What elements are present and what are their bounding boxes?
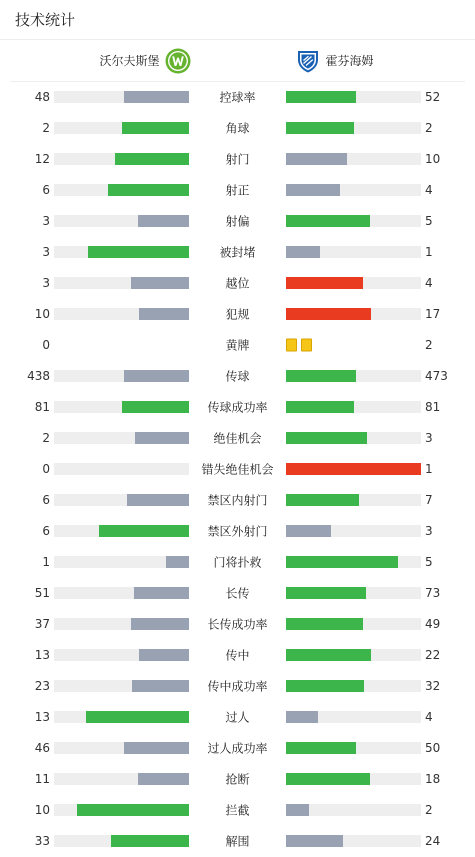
home-bar-track (54, 122, 189, 134)
home-value: 6 (42, 524, 50, 538)
away-bar-fill (286, 587, 366, 599)
home-bar-fill (108, 184, 189, 196)
home-value: 1 (42, 555, 50, 569)
stat-label: 传球 (225, 369, 250, 384)
away-bar-track (286, 525, 421, 537)
away-bar-fill (286, 215, 370, 227)
away-bar-track (286, 308, 421, 320)
stat-row (0, 609, 475, 640)
home-value: 51 (34, 586, 50, 600)
away-bar-fill (286, 432, 367, 444)
away-bar-fill (286, 122, 354, 134)
home-bar-track (54, 711, 189, 723)
stat-label: 射偏 (225, 214, 250, 229)
stat-row (0, 454, 475, 485)
away-bar-fill (286, 370, 356, 382)
away-bar-track (286, 215, 421, 227)
home-bar-fill (134, 587, 189, 599)
home-bar-track (54, 277, 189, 289)
home-bar-track (54, 494, 189, 506)
away-bar-fill (286, 773, 370, 785)
home-value: 0 (42, 462, 50, 476)
away-value: 22 (425, 648, 441, 662)
home-bar-fill (99, 525, 189, 537)
away-bar-track (286, 835, 421, 847)
away-bar-fill (286, 711, 318, 723)
away-team-name: 霍芬海姆 (325, 54, 374, 68)
stat-row (0, 268, 475, 299)
yellow-card-icon (301, 339, 312, 352)
home-bar-fill (124, 370, 189, 382)
home-bar-fill (124, 742, 189, 754)
stat-row (0, 671, 475, 702)
stat-label: 传中 (225, 648, 250, 663)
stat-label: 长传成功率 (207, 617, 268, 632)
away-bar-fill (286, 184, 340, 196)
away-bar-track (286, 587, 421, 599)
stat-label: 角球 (225, 121, 250, 136)
home-value: 438 (27, 369, 50, 383)
home-bar-track (54, 556, 189, 568)
stat-row (0, 640, 475, 671)
home-value: 3 (42, 276, 50, 290)
away-bar-fill (286, 618, 363, 630)
home-value: 46 (34, 741, 50, 755)
home-value: 6 (42, 183, 50, 197)
home-bar-fill (122, 122, 190, 134)
stat-label: 错失绝佳机会 (201, 462, 274, 477)
away-bar-track (286, 680, 421, 692)
away-value: 5 (425, 555, 433, 569)
home-bar-track (54, 91, 189, 103)
away-bar-track (286, 401, 421, 413)
away-value: 3 (425, 524, 433, 538)
away-value: 4 (425, 710, 433, 724)
away-bar-fill (286, 308, 371, 320)
home-bar-track (54, 773, 189, 785)
home-bar-fill (132, 680, 189, 692)
away-value: 1 (425, 245, 433, 259)
stat-label: 犯规 (225, 307, 250, 322)
home-bar-fill (131, 618, 189, 630)
home-bar-fill (138, 215, 189, 227)
home-value: 0 (42, 338, 50, 352)
home-bar-track (54, 308, 189, 320)
home-value: 13 (34, 648, 50, 662)
stat-label: 过人成功率 (207, 741, 268, 756)
stat-label: 黄牌 (225, 338, 250, 353)
away-bar-track (286, 711, 421, 723)
away-bar-track (286, 556, 421, 568)
away-bar-track (286, 432, 421, 444)
stat-row (0, 795, 475, 826)
away-bar-track (286, 122, 421, 134)
away-bar-track (286, 463, 421, 475)
stat-label: 解围 (225, 834, 250, 849)
home-bar-fill (122, 401, 190, 413)
home-bar-track (54, 835, 189, 847)
home-bar-track (54, 804, 189, 816)
wolfsburg-logo-icon (165, 48, 191, 74)
home-value: 37 (34, 617, 50, 631)
stat-row (0, 206, 475, 237)
away-value: 50 (425, 741, 441, 755)
away-value: 73 (425, 586, 441, 600)
stat-row (0, 237, 475, 268)
stat-label: 被封堵 (219, 245, 256, 260)
stat-label: 禁区外射门 (207, 524, 268, 539)
stat-row (0, 175, 475, 206)
home-bar-fill (139, 308, 189, 320)
home-bar-fill (115, 153, 189, 165)
stat-row (0, 113, 475, 144)
away-bar-fill (286, 742, 356, 754)
away-bar-fill (286, 649, 371, 661)
stat-label: 射门 (225, 152, 250, 167)
away-value: 2 (425, 338, 433, 352)
away-value: 4 (425, 276, 433, 290)
home-bar-fill (111, 835, 189, 847)
away-bar-track (286, 773, 421, 785)
home-bar-track (54, 649, 189, 661)
home-bar-track (54, 184, 189, 196)
away-bar-track (286, 277, 421, 289)
stat-row (0, 516, 475, 547)
stat-label: 长传 (225, 586, 250, 601)
home-team-name: 沃尔夫斯堡 (99, 54, 160, 68)
hoffenheim-logo-icon (295, 48, 321, 74)
away-bar-fill (286, 494, 359, 506)
home-team[interactable] (10, 48, 238, 74)
home-bar-fill (127, 494, 189, 506)
away-value: 4 (425, 183, 433, 197)
away-bar-fill (286, 246, 320, 258)
home-bar-fill (166, 556, 189, 568)
home-bar-fill (124, 91, 189, 103)
stat-label: 传中成功率 (207, 679, 268, 694)
page-title: 技术统计 (15, 11, 76, 29)
away-bar-fill (286, 835, 343, 847)
stat-row (0, 485, 475, 516)
home-value: 3 (42, 214, 50, 228)
home-bar-track (54, 463, 189, 475)
away-value: 24 (425, 834, 441, 848)
home-bar-track (54, 680, 189, 692)
away-bar-fill (286, 525, 331, 537)
away-value: 81 (425, 400, 441, 414)
away-bar-fill (286, 401, 354, 413)
away-bar-track (286, 246, 421, 258)
away-team[interactable] (238, 48, 466, 74)
away-value: 32 (425, 679, 441, 693)
away-value: 2 (425, 121, 433, 135)
stat-row (0, 330, 475, 361)
away-bar-track (286, 618, 421, 630)
stat-row (0, 361, 475, 392)
away-bar-fill (286, 277, 363, 289)
away-value: 52 (425, 90, 441, 104)
home-value: 13 (34, 710, 50, 724)
home-value: 3 (42, 245, 50, 259)
away-bar-track (286, 91, 421, 103)
stat-label: 射正 (225, 183, 250, 198)
home-bar-fill (138, 773, 189, 785)
away-value: 3 (425, 431, 433, 445)
home-bar-track (54, 370, 189, 382)
away-bar-fill (286, 463, 421, 475)
home-value: 2 (42, 121, 50, 135)
away-bar-fill (286, 153, 347, 165)
stat-label: 禁区内射门 (207, 493, 268, 508)
away-value: 10 (425, 152, 441, 166)
stat-row (0, 826, 475, 857)
home-value: 33 (34, 834, 50, 848)
away-bar-track (286, 153, 421, 165)
yellow-card-icon (286, 339, 297, 352)
home-bar-track (54, 215, 189, 227)
away-value: 18 (425, 772, 441, 786)
home-bar-track (54, 401, 189, 413)
away-value: 5 (425, 214, 433, 228)
away-value: 2 (425, 803, 433, 817)
stat-row (0, 578, 475, 609)
stat-label: 门将扑救 (213, 555, 262, 570)
away-bar-fill (286, 556, 398, 568)
home-value: 23 (34, 679, 50, 693)
away-bar-fill (286, 91, 356, 103)
away-bar-fill (286, 804, 309, 816)
home-bar-fill (139, 649, 189, 661)
home-value: 81 (34, 400, 50, 414)
stat-label: 拦截 (225, 803, 250, 818)
stat-row (0, 547, 475, 578)
away-bar-track (286, 494, 421, 506)
stat-row (0, 702, 475, 733)
away-value: 7 (425, 493, 433, 507)
away-bar-track (286, 804, 421, 816)
away-value: 49 (425, 617, 441, 631)
away-bar-fill (286, 680, 364, 692)
home-value: 10 (34, 307, 50, 321)
home-value: 12 (34, 152, 50, 166)
away-value: 473 (425, 369, 448, 383)
stat-row (0, 733, 475, 764)
stat-row (0, 392, 475, 423)
home-bar-fill (135, 432, 189, 444)
away-bar-track (286, 649, 421, 661)
stat-label: 过人 (225, 710, 250, 725)
home-value: 11 (34, 772, 50, 786)
home-bar-fill (86, 711, 189, 723)
away-value: 17 (425, 307, 441, 321)
away-bar-track (286, 184, 421, 196)
stat-label: 传球成功率 (207, 400, 268, 415)
home-bar-track (54, 432, 189, 444)
away-value: 1 (425, 462, 433, 476)
stat-label: 控球率 (219, 90, 256, 105)
stats-list (0, 82, 475, 857)
teams-bar (10, 40, 465, 82)
stat-row (0, 299, 475, 330)
home-value: 2 (42, 431, 50, 445)
stat-row (0, 764, 475, 795)
home-bar-track (54, 742, 189, 754)
home-bar-track (54, 153, 189, 165)
home-value: 6 (42, 493, 50, 507)
stat-label: 绝佳机会 (213, 431, 262, 446)
home-bar-track (54, 587, 189, 599)
home-bar-fill (77, 804, 189, 816)
home-bar-fill (88, 246, 189, 258)
home-value: 48 (34, 90, 50, 104)
away-yellow-cards (286, 339, 312, 352)
stat-row (0, 423, 475, 454)
home-bar-fill (131, 277, 189, 289)
home-bar-track (54, 525, 189, 537)
stat-label: 越位 (225, 276, 250, 291)
home-bar-track (54, 618, 189, 630)
stat-row (0, 82, 475, 113)
stat-label: 抢断 (225, 772, 250, 787)
stat-row (0, 144, 475, 175)
home-bar-track (54, 246, 189, 258)
away-bar-track (286, 370, 421, 382)
home-value: 10 (34, 803, 50, 817)
header (0, 0, 475, 40)
away-bar-track (286, 742, 421, 754)
